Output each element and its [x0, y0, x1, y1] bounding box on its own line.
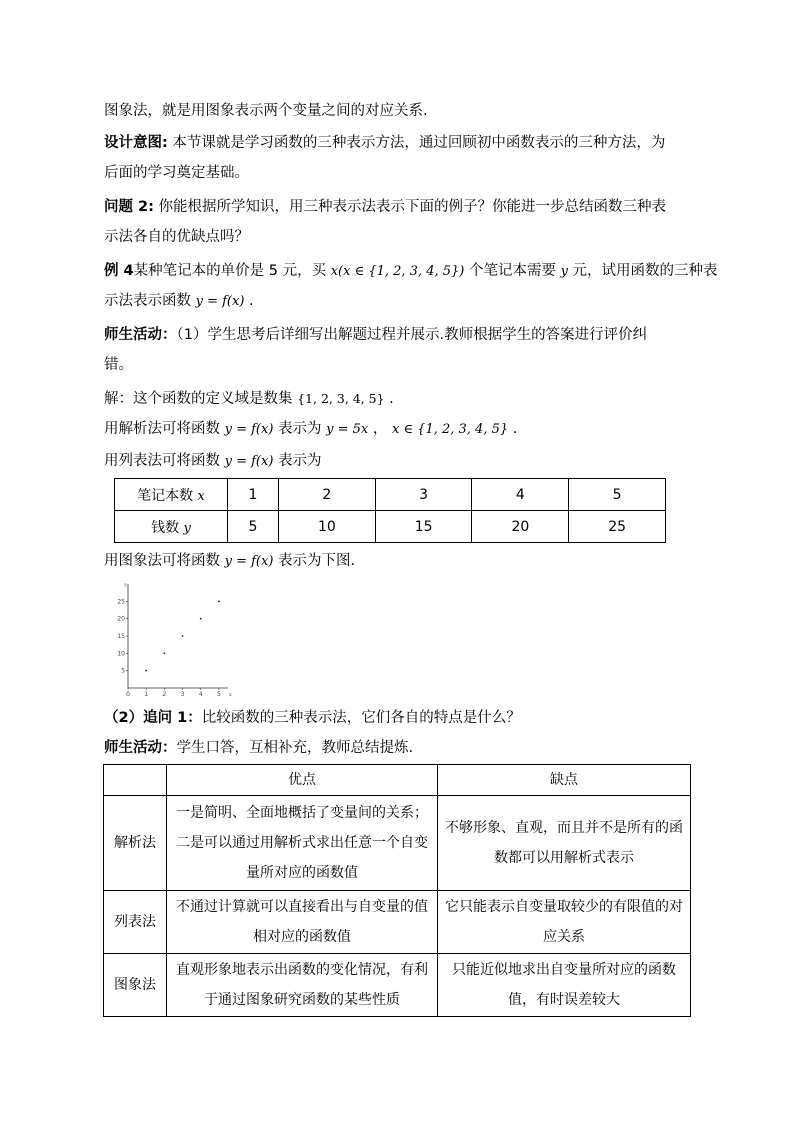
data-point	[163, 652, 165, 654]
table-row	[115, 511, 666, 543]
solution-domain-line: 解：这个函数的定义域是数集 {1, 2, 3, 4, 5} .	[104, 391, 394, 407]
y-tick-label: 15	[117, 633, 125, 640]
value-table	[114, 478, 666, 543]
pro-cell: 一是简明、全面地概括了变量间的关系；二是可以通过用解析式求出任意一个自变量所对应的函数值	[167, 796, 438, 891]
table-cell: 10	[278, 511, 375, 543]
question2-line2: 示法各自的优缺点吗？	[104, 229, 249, 245]
y-tick-label: 25	[117, 598, 125, 606]
x-tick-label: 3	[180, 691, 185, 696]
followup-label: （2）追问 1：	[104, 710, 202, 726]
data-point	[145, 670, 147, 672]
activity2-label: 师生活动：	[104, 740, 177, 756]
scatter-chart	[112, 578, 236, 696]
con-cell: 只能近似地求出自变量所对应的函数值，有时误差较大	[438, 954, 691, 1017]
row-label-money: 钱数 y	[115, 511, 228, 543]
pro-cell: 直观形象地表示出函数的变化情况，有利于通过图象研究函数的某些性质	[167, 954, 438, 1017]
comparison-table	[103, 764, 691, 1017]
row-label-count: 笔记本数 x	[115, 479, 228, 511]
table-cell: 20	[472, 511, 569, 543]
graph-method-line: 用图象法可将函数 y = f(x) 表示为下图.	[104, 553, 356, 569]
table-header-row	[104, 765, 691, 796]
con-cell: 它只能表示自变量取较少的有限值的对应关系	[438, 891, 691, 954]
y-tick-label: 20	[117, 615, 125, 623]
table-row	[104, 891, 691, 954]
activity1-line: 师生活动：（1）学生思考后详细写出解题过程并展示.教师根据学生的答案进行评价纠	[104, 327, 648, 343]
example4-line: 例 4某种笔记本的单价是 5 元，买 x(x ∈ {1, 2, 3, 4, 5}) 个笔记本需要 y 元，试用函数的三种表	[104, 263, 718, 279]
table-cell: 1	[228, 479, 279, 511]
table-cell: 25	[569, 511, 666, 543]
x-tick-label: 4	[198, 691, 203, 696]
table-cell: 5	[569, 479, 666, 511]
table-row	[115, 479, 666, 511]
activity1-line2: 错。	[104, 357, 133, 373]
method-cell: 列表法	[104, 891, 167, 954]
example4-line2: 示法表示函数 y = f(x) .	[104, 293, 254, 309]
x-tick-label: 0	[126, 691, 130, 696]
table-cell: 2	[278, 479, 375, 511]
table-method-line: 用列表法可将函数 y = f(x) 表示为	[104, 453, 322, 469]
followup-line: （2）追问 1：比较函数的三种表示法，它们各自的特点是什么？	[104, 710, 521, 726]
chart-ticks	[117, 598, 221, 696]
analytic-method-line: 用解析法可将函数 y = f(x) 表示为 y = 5x ， x ∈ {1, 2, 3, 4, 5} .	[104, 421, 518, 437]
method-cell: 解析法	[104, 796, 167, 891]
y-axis-label: y	[124, 582, 127, 588]
header-pros: 优点	[167, 765, 438, 796]
design-intent-line2: 后面的学习奠定基础。	[104, 165, 249, 181]
y-tick-label: 5	[121, 667, 125, 675]
question2-label: 问题 2:	[104, 199, 154, 215]
design-intent-line: 设计意图: 本节课就是学习函数的三种表示方法，通过回顾初中函数表示的三种方法，为	[104, 135, 666, 151]
x-axis-label: x	[229, 692, 232, 696]
data-point	[182, 635, 184, 637]
chart-axes	[123, 582, 232, 696]
x-tick-label: 1	[144, 691, 149, 696]
pro-cell: 不通过计算就可以直接看出与自变量的值相对应的函数值	[167, 891, 438, 954]
con-cell: 不够形象、直观，而且并不是所有的函数都可以用解析式表示	[438, 796, 691, 891]
header-cons: 缺点	[438, 765, 691, 796]
method-cell: 图象法	[104, 954, 167, 1017]
table-cell: 15	[375, 511, 472, 543]
example4-label: 例 4	[104, 263, 134, 279]
data-point	[200, 618, 202, 620]
activity1-label: 师生活动：	[104, 327, 177, 343]
chart-points	[145, 600, 220, 671]
para-graph-method: 图象法，就是用图象表示两个变量之间的对应关系.	[104, 103, 428, 119]
table-cell: 4	[472, 479, 569, 511]
data-point	[218, 600, 220, 602]
question2-line: 问题 2: 你能根据所学知识，用三种表示法表示下面的例子？你能进一步总结函数三种表	[104, 199, 667, 215]
table-row	[104, 796, 691, 891]
x-tick-label: 5	[216, 691, 221, 696]
header-empty	[104, 765, 167, 796]
table-cell: 5	[228, 511, 279, 543]
activity2-line: 师生活动：学生口答，互相补充，教师总结提炼.	[104, 740, 414, 756]
table-row	[104, 954, 691, 1017]
y-tick-label: 10	[117, 650, 125, 658]
table-cell: 3	[375, 479, 472, 511]
x-tick-label: 2	[162, 691, 167, 696]
design-intent-label: 设计意图:	[104, 135, 168, 151]
